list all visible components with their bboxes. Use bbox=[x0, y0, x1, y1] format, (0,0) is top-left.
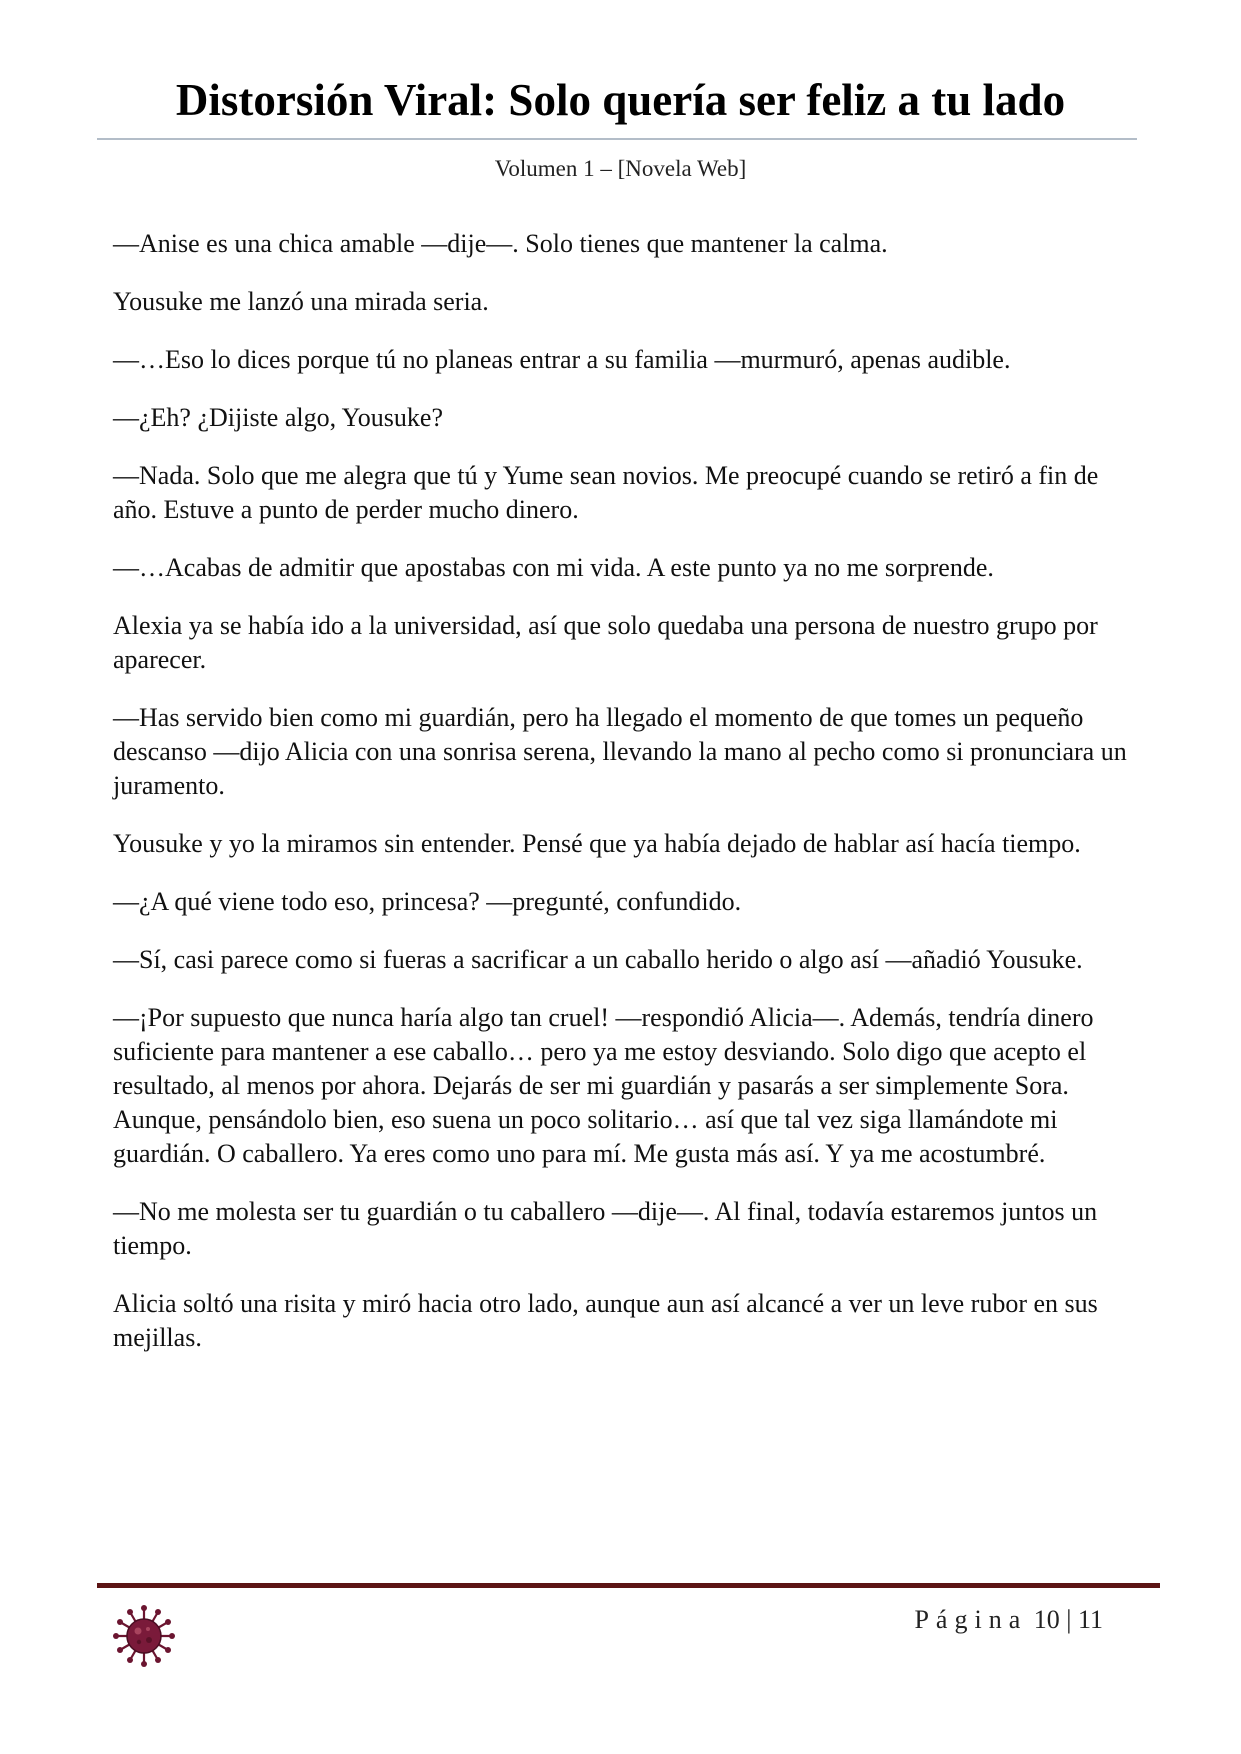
paragraph: —No me molesta ser tu guardián o tu caballero —dije—. Al final, todavía estaremos juntos un tiempo. bbox=[113, 1197, 1098, 1260]
paragraph: Alicia soltó una risita y miró hacia otro lado, aunque aun así alcancé a ver un leve rubor en sus mejillas. bbox=[113, 1289, 1098, 1352]
paragraph: —Nada. Solo que me alegra que tú y Yume sean novios. Me preocupé cuando se retiró a fin de año. Estuve a punto de perder mucho dinero. bbox=[113, 461, 1099, 524]
body-text bbox=[113, 227, 1138, 1379]
paragraph: —Has servido bien como mi guardián, pero ha llegado el momento de que tomes un pequeño descanso —dijo Alicia con una sonrisa serena, llevando la mano al pecho como si pronunciara un juramento. bbox=[113, 703, 1127, 800]
document-title: Distorsión Viral: Solo quería ser feliz a tu lado bbox=[175, 75, 1066, 125]
page-total: 11 bbox=[1077, 1605, 1103, 1634]
paragraph: —Sí, casi parece como si fueras a sacrificar a un caballo herido o algo así —añadió Yousuke. bbox=[113, 945, 1083, 974]
paragraph: —…Eso lo dices porque tú no planeas entrar a su familia —murmuró, apenas audible. bbox=[113, 345, 1011, 374]
document-subtitle: Volumen 1 – [Novela Web] bbox=[494, 156, 747, 181]
paragraph: —¿A qué viene todo eso, princesa? —pregunté, confundido. bbox=[113, 887, 742, 916]
page-separator: | bbox=[1066, 1605, 1072, 1634]
paragraph: —…Acabas de admitir que apostabas con mi vida. A este punto ya no me sorprende. bbox=[113, 553, 994, 582]
paragraph: —Anise es una chica amable —dije—. Solo tienes que mantener la calma. bbox=[113, 229, 888, 258]
virus-icon bbox=[112, 1604, 176, 1668]
title-divider bbox=[97, 138, 1137, 140]
paragraph: Alexia ya se había ido a la universidad, así que solo quedaba una persona de nuestro grupo por aparecer. bbox=[113, 611, 1098, 674]
paragraph: —¡Por supuesto que nunca haría algo tan cruel! —respondió Alicia—. Además, tendría dinero suficiente para mantener a ese caballo… pero ya me estoy desviando. Solo digo que acepto el resultado, al menos por ahora. Dejarás de ser mi guardián y pasarás a ser simplemente Sora. Aunque, pensándolo bien, eso suena un poco solitario… así que tal vez siga llamándote mi guardián. O caballero. Ya eres como uno para mí. Me gusta más así. Y ya me acostumbré. bbox=[113, 1003, 1094, 1168]
page-label: Página bbox=[914, 1605, 1028, 1634]
paragraph: —¿Eh? ¿Dijiste algo, Yousuke? bbox=[113, 403, 444, 432]
footer-divider bbox=[97, 1583, 1160, 1588]
page-number bbox=[914, 1603, 1103, 1637]
paragraph: Yousuke y yo la miramos sin entender. Pensé que ya había dejado de hablar así hacía tiempo. bbox=[113, 829, 1081, 858]
paragraph: Yousuke me lanzó una mirada seria. bbox=[113, 287, 489, 316]
page-current: 10 bbox=[1033, 1605, 1060, 1634]
